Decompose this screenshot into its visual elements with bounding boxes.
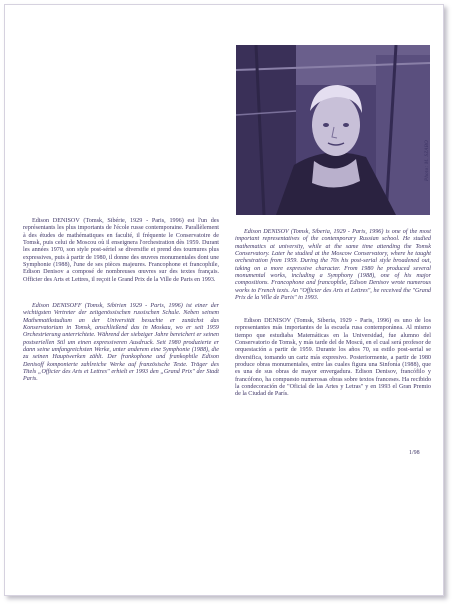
page-number: 1/98	[409, 450, 420, 456]
photo-credit: Photo: M. SZABO	[425, 139, 430, 181]
biography-english: Edison DENISOV (Tomsk, Siberia, 1929 - Paris, 1996) is one of the most important representatives of the contemporary Russian school. He studied mathematics at university, while at the same time attending the Tomsk Conservatory. Later he studied at the Moscow Conservatory, where he taught orchestration from 1959. During the 70s his post-serial style broadened out, taking on a more expressive character. From 1980 he produced several monumental works, including a Symphony (1988), one of his major compositions. Francophone and francophile, Edison Denisov wrote numerous works to French texts. An "Officier des Arts et Lettres", he received the "Grand Prix de la Ville de Paris" in 1993.	[235, 229, 431, 302]
biography-french: Edison DENISOV (Tomsk, Sibérie, 1929 - Paris, 1996) est l'un des représentants les plus importants de l'école russe contemporaine. Parallèlement à des études de mathématiques en faculté, il fréquente le Conservatoire de Tomsk, puis celui de Moscou où il enseignera l'orchestration dès 1959. Durant les années 1970, son style post-sériel se diversifie et prend des tournures plus expressives, puis à partir de 1980, il donne des œuvres monumentales dont une Symphonie (1988), l'une de ses pièces majeures. Francophone et francophile, Edison Denisov a composé de nombreuses œuvres sur des textes français. Officier des Arts et Lettres, il reçoit le Grand Prix de la Ville de Paris en 1993.	[23, 218, 219, 283]
portrait-image	[236, 45, 430, 215]
biography-spanish: Edison DENISOV (Tomsk, Siberia, 1929 - Paris, 1996) es uno de los representantes más importantes de la escuela rusa contemporánea. Al mismo tiempo que estudiaba Matemáticas en la Universidad, fue alumno del Conservatorio de Tomsk, y más tarde del de Moscú, en el cual será profesor de orquestación a partir de 1959. Durante los años 70, su estilo post-serial se diversifica, tomando un cariz más expresivo. Posteriormente, a partir de 1980 produce obras monumentales, entre las cuales figura una Sinfonía (1988), que es una de sus obras de mayor envergadura. Edison Denisov, francófilo y francófono, ha compuesto numerosas obras sobre textos franceses. Ha recibido la condecoración de "Oficial de las Artes y Letras" y en 1993 el Gran Premio de la Ciudad de París.	[235, 318, 431, 398]
composer-portrait-photo	[236, 45, 430, 215]
biography-german: Edison DENISOFF (Tomsk, Sibirien 1929 - Paris, 1996) ist einer der wichtigsten Vertreter der zeitgenössischen russischen Schule. Neben seinem Mathematikstudium an der Universität besuchte er zunächst das Konservatorium in Tomsk, anschließend das in Moskau, wo er seit 1959 Orchestrierung unterrichtete. Während der siebziger Jahre bereichert er seinen postseriellen Stil um einen expressiveren Ausdruck. Seit 1980 produzierte er dann seine umfangreichsten Werke, unter anderem eine Symphonie (1988), die zu seinen Hauptwerken zählt. Der frankophone und frankophile Edison Denisoff komponierte zahlreiche Werke auf französische Texte. Träger des Titels „Officier des Arts et Lettres" erhielt er 1993 den „Grand Prix" der Stadt Paris.	[23, 303, 219, 383]
booklet-page	[4, 4, 444, 596]
